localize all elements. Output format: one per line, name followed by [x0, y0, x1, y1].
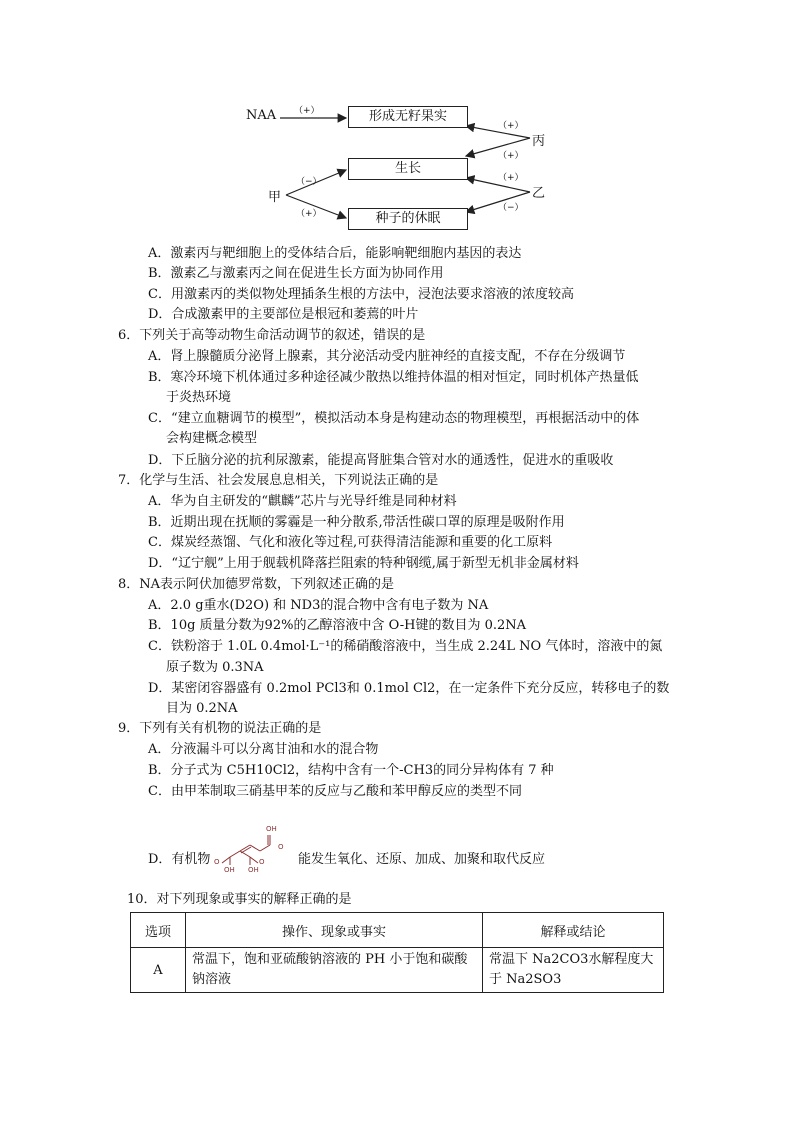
q8-option-d-line2: 目为 0.2NA [166, 701, 238, 716]
q9-option-d-prefix: D．有机物 [148, 852, 211, 867]
yi-label: 乙 [532, 186, 546, 201]
q6-option-c-line1: C．“建立血糖调节的模型”，模拟活动本身是构建动态的物理模型，再根据活动中的体 [148, 411, 640, 426]
q7-option-c: C．煤炭经蒸馏、气化和液化等过程,可获得清洁能源和重要的化工原料 [148, 535, 553, 550]
q10-table-header-row [131, 913, 664, 948]
q5-option-a: A．激素丙与靶细胞上的受体结合后，能影响靶细胞内基因的表达 [148, 246, 522, 261]
yi-minus-sign: （−） [498, 203, 524, 213]
q7-option-d: D．“辽宁舰”上用于舰载机降落拦阻索的特种钢缆,属于新型无机非金属材料 [148, 556, 579, 571]
naa-label: NAA [246, 108, 277, 123]
jia-label: 甲 [268, 190, 282, 205]
yi-plus-sign: （+） [498, 173, 524, 183]
naa-plus-sign: （+） [294, 106, 320, 116]
q10-table [130, 912, 664, 993]
mol-label-o-right: O [259, 858, 265, 866]
mol-label-oh-right: OH [248, 866, 259, 874]
q10-row-option: A [131, 948, 186, 993]
q7-option-b: B．近期出现在抚顺的雾霾是一种分散系,带活性碳口罩的原理是吸附作用 [148, 515, 565, 530]
q8-option-b: B．10g 质量分数为92%的乙醇溶液中含 O-H键的数目为 0.2NA [148, 618, 527, 633]
q6-stem: 6．下列关于高等动物生命活动调节的叙述，错误的是 [118, 328, 426, 343]
q6-option-d: D．下丘脑分泌的抗利尿激素，能提高肾脏集合管对水的通透性，促进水的重吸收 [148, 453, 614, 468]
jia-minus-sign: （−） [296, 177, 322, 187]
table-row [131, 948, 664, 993]
q10-header-conclusion: 解释或结论 [483, 913, 664, 948]
seedless-fruit-box: 形成无籽果实 [348, 106, 468, 128]
q10-row-fact: 常温下，饱和亚硫酸钠溶液的 PH 小于饱和碳酸钠溶液 [186, 948, 483, 993]
q8-stem: 8．NA表示阿伏加德罗常数，下列叙述正确的是 [118, 577, 395, 592]
bing-plus-sign-bottom: （+） [498, 151, 524, 161]
q6-option-b-line2: 于炎热环境 [166, 390, 232, 405]
organic-molecule-structure [210, 825, 290, 875]
q10-header-option: 选项 [131, 913, 186, 948]
q6-option-c-line2: 会构建概念模型 [166, 431, 258, 446]
mol-label-oh-left: OH [224, 866, 235, 874]
bing-label: 丙 [532, 134, 546, 149]
q8-option-d-line1: D．某密闭容器盛有 0.2mol PCl3和 0.1mol Cl2，在一定条件下充分反应，转移电子的数 [148, 681, 670, 696]
q10-stem: 10．对下列现象或事实的解释正确的是 [127, 892, 352, 907]
q9-stem: 9．下列有关有机物的说法正确的是 [118, 721, 322, 736]
jia-plus-sign: （+） [296, 209, 322, 219]
q6-option-a: A．肾上腺髓质分泌肾上腺素，其分泌活动受内脏神经的直接支配，不存在分级调节 [148, 349, 626, 364]
q8-option-c-line1: C．铁粉溶于 1.0L 0.4mol·L⁻¹的稀硝酸溶液中，当生成 2.24L NO 气体时，溶液中的氮 [148, 639, 663, 654]
q9-option-a: A．分液漏斗可以分离甘油和水的混合物 [148, 742, 379, 757]
q9-option-b: B．分子式为 C5H10Cl2，结构中含有一个-CH3的同分异构体有 7 种 [148, 763, 554, 778]
mol-label-oh-top: OH [266, 825, 277, 833]
q8-option-a: A．2.0 g重水(D2O) 和 ND3的混合物中含有电子数为 NA [148, 598, 489, 613]
q5-option-b: B．激素乙与激素丙之间在促进生长方面为协同作用 [148, 266, 444, 281]
q9-option-d-suffix: 能发生氧化、还原、加成、加聚和取代反应 [298, 852, 546, 867]
seed-dormancy-box: 种子的休眠 [348, 208, 468, 230]
q9-option-c: C．由甲苯制取三硝基甲苯的反应与乙酸和苯甲醇反应的类型不同 [148, 784, 522, 799]
q10-row-conclusion: 常温下 Na2CO3水解程度大于 Na2SO3 [483, 948, 664, 993]
hormone-diagram [240, 98, 560, 238]
q10-header-fact: 操作、现象或事实 [186, 913, 483, 948]
q5-option-d: D．合成激素甲的主要部位是根冠和萎蔫的叶片 [148, 307, 419, 322]
bing-plus-sign-top: （+） [498, 121, 524, 131]
q8-option-c-line2: 原子数为 0.3NA [166, 660, 264, 675]
mol-label-o-left: O [214, 858, 220, 866]
growth-box: 生长 [348, 158, 468, 180]
q7-option-a: A．华为自主研发的“麒麟”芯片与光导纤维是同种材料 [148, 494, 457, 509]
q7-stem: 7．化学与生活、社会发展息息相关，下列说法正确的是 [118, 473, 439, 488]
q6-option-b-line1: B．寒冷环境下机体通过多种途径减少散热以维持体温的相对恒定，同时机体产热量低 [148, 370, 639, 385]
mol-label-o-top: O [278, 843, 284, 851]
q5-option-c: C．用激素丙的类似物处理插条生根的方法中，浸泡法要求溶液的浓度较高 [148, 287, 574, 302]
